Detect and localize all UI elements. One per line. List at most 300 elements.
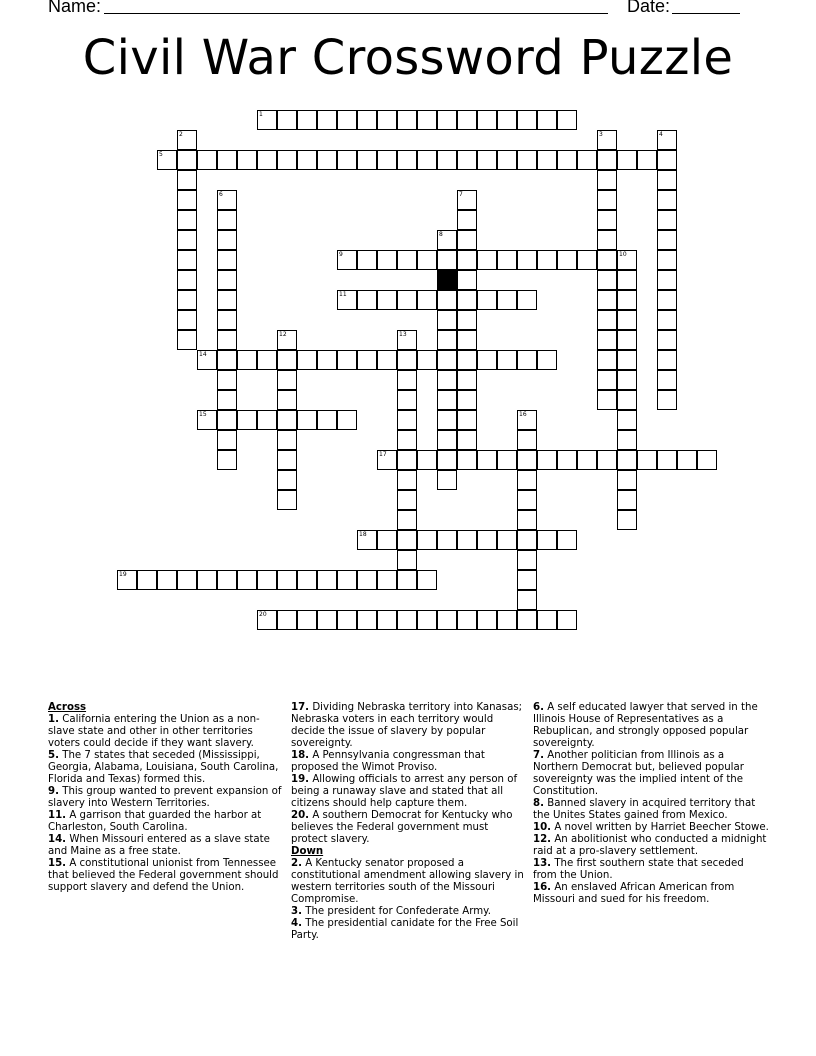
crossword-cell[interactable] (437, 470, 457, 490)
crossword-cell[interactable] (477, 250, 497, 270)
crossword-cell[interactable] (217, 230, 237, 250)
crossword-cell[interactable] (657, 150, 677, 170)
crossword-cell[interactable] (537, 530, 557, 550)
crossword-cell[interactable] (357, 530, 377, 550)
crossword-cell[interactable] (377, 290, 397, 310)
crossword-cell[interactable] (457, 270, 477, 290)
crossword-cell[interactable] (617, 250, 637, 270)
crossword-cell[interactable] (397, 570, 417, 590)
crossword-cell[interactable] (417, 290, 437, 310)
crossword-cell[interactable] (517, 550, 537, 570)
crossword-cell[interactable] (457, 410, 477, 430)
crossword-cell[interactable] (217, 290, 237, 310)
crossword-cell[interactable] (277, 430, 297, 450)
crossword-cell[interactable] (457, 150, 477, 170)
crossword-cell[interactable] (397, 470, 417, 490)
crossword-cell[interactable] (157, 570, 177, 590)
across-clue (291, 810, 527, 846)
crossword-cell[interactable] (197, 570, 217, 590)
crossword-cell[interactable] (317, 570, 337, 590)
crossword-cell[interactable] (637, 450, 657, 470)
crossword-cell[interactable] (517, 410, 537, 430)
crossword-cell[interactable] (657, 290, 677, 310)
crossword-cell[interactable] (497, 150, 517, 170)
crossword-cell[interactable] (217, 250, 237, 270)
crossword-cell[interactable] (657, 170, 677, 190)
down-clue (291, 906, 527, 918)
clue-number: 15 (199, 411, 207, 418)
crossword-cell[interactable] (517, 450, 537, 470)
crossword-cell[interactable] (217, 390, 237, 410)
crossword-cell[interactable] (337, 150, 357, 170)
crossword-cell[interactable] (317, 350, 337, 370)
crossword-cell[interactable] (577, 450, 597, 470)
crossword-cell[interactable] (397, 290, 417, 310)
crossword-cell[interactable] (437, 330, 457, 350)
crossword-cell[interactable] (177, 270, 197, 290)
crossword-cell[interactable] (597, 230, 617, 250)
crossword-cell[interactable] (397, 110, 417, 130)
crossword-cell[interactable] (137, 570, 157, 590)
crossword-cell[interactable] (177, 310, 197, 330)
crossword-cell[interactable] (457, 210, 477, 230)
crossword-cell[interactable] (597, 170, 617, 190)
crossword-cell[interactable] (457, 390, 477, 410)
crossword-cell[interactable] (517, 530, 537, 550)
clue-number: 9 (339, 251, 343, 258)
crossword-cell[interactable] (337, 570, 357, 590)
crossword-cell[interactable] (157, 150, 177, 170)
crossword-cell[interactable] (277, 490, 297, 510)
crossword-cell[interactable] (257, 570, 277, 590)
crossword-cell[interactable] (617, 150, 637, 170)
crossword-cell[interactable] (217, 270, 237, 290)
crossword-cell[interactable] (437, 610, 457, 630)
crossword-cell[interactable] (397, 510, 417, 530)
crossword-cell[interactable] (397, 410, 417, 430)
crossword-cell[interactable] (657, 310, 677, 330)
crossword-cell[interactable] (177, 190, 197, 210)
crossword-cell[interactable] (217, 210, 237, 230)
across-heading: Across (48, 702, 87, 713)
crossword-cell[interactable] (657, 270, 677, 290)
clue-number: 16. (533, 882, 552, 893)
crossword-cell[interactable] (217, 310, 237, 330)
across-clue (48, 834, 284, 858)
crossword-cell[interactable] (557, 110, 577, 130)
crossword-cell[interactable] (617, 310, 637, 330)
crossword-cell[interactable] (177, 250, 197, 270)
crossword-cell[interactable] (457, 250, 477, 270)
crossword-cell[interactable] (357, 290, 377, 310)
clue-text: A Pennsylvania congressman that proposed the Wimot Proviso. (291, 750, 485, 773)
crossword-cell[interactable] (617, 410, 637, 430)
clue-number: 14 (199, 351, 207, 358)
crossword-cell[interactable] (517, 150, 537, 170)
clue-number: 4 (659, 131, 663, 138)
crossword-cell[interactable] (237, 410, 257, 430)
clue-number: 1 (259, 111, 263, 118)
clue-column-1 (48, 702, 284, 894)
crossword-cell[interactable] (497, 530, 517, 550)
crossword-cell[interactable] (437, 290, 457, 310)
clue-number: 5 (159, 151, 163, 158)
crossword-cell[interactable] (457, 530, 477, 550)
crossword-cell[interactable] (437, 250, 457, 270)
crossword-cell[interactable] (457, 310, 477, 330)
crossword-cell[interactable] (277, 110, 297, 130)
crossword-cell[interactable] (257, 150, 277, 170)
crossword-cell[interactable] (277, 370, 297, 390)
crossword-cell[interactable] (497, 350, 517, 370)
crossword-cell[interactable] (377, 610, 397, 630)
crossword-cell[interactable] (217, 570, 237, 590)
crossword-cell[interactable] (337, 350, 357, 370)
clue-number: 3 (599, 131, 603, 138)
crossword-cell[interactable] (397, 150, 417, 170)
crossword-cell[interactable] (377, 530, 397, 550)
crossword-cell[interactable] (517, 250, 537, 270)
crossword-cell[interactable] (217, 370, 237, 390)
crossword-cell[interactable] (217, 450, 237, 470)
crossword-cell[interactable] (217, 350, 237, 370)
crossword-cell[interactable] (497, 450, 517, 470)
crossword-cell[interactable] (617, 510, 637, 530)
clue-number: 20. (291, 810, 310, 821)
crossword-cell[interactable] (517, 510, 537, 530)
crossword-cell[interactable] (597, 150, 617, 170)
crossword-cell[interactable] (557, 610, 577, 630)
crossword-cell[interactable] (597, 130, 617, 150)
crossword-cell[interactable] (297, 570, 317, 590)
crossword-cell[interactable] (177, 290, 197, 310)
crossword-cell[interactable] (177, 170, 197, 190)
crossword-cell[interactable] (497, 290, 517, 310)
crossword-cell[interactable] (417, 250, 437, 270)
clue-number: 4. (291, 918, 302, 929)
crossword-cell[interactable] (437, 150, 457, 170)
crossword-cell[interactable] (477, 150, 497, 170)
crossword-cell[interactable] (517, 490, 537, 510)
crossword-cell[interactable] (477, 350, 497, 370)
crossword-cell[interactable] (397, 610, 417, 630)
crossword-cell[interactable] (477, 610, 497, 630)
crossword-cell[interactable] (657, 370, 677, 390)
crossword-cell[interactable] (457, 330, 477, 350)
crossword-cell[interactable] (397, 350, 417, 370)
crossword-cell[interactable] (257, 410, 277, 430)
clue-number: 7. (533, 750, 544, 761)
crossword-cell[interactable] (177, 230, 197, 250)
crossword-cell[interactable] (437, 350, 457, 370)
crossword-cell[interactable] (357, 570, 377, 590)
crossword-cell[interactable] (337, 410, 357, 430)
crossword-cell[interactable] (297, 110, 317, 130)
crossword-cell[interactable] (417, 450, 437, 470)
crossword-cell[interactable] (557, 150, 577, 170)
clue-number: 12 (279, 331, 287, 338)
crossword-cell[interactable] (397, 450, 417, 470)
crossword-cell[interactable] (457, 370, 477, 390)
crossword-cell[interactable] (597, 190, 617, 210)
crossword-cell[interactable] (617, 290, 637, 310)
clue-number: 3. (291, 906, 302, 917)
crossword-cell[interactable] (277, 330, 297, 350)
across-clue (48, 786, 284, 810)
crossword-cell[interactable] (557, 250, 577, 270)
crossword-cell[interactable] (517, 290, 537, 310)
clue-number: 13 (399, 331, 407, 338)
down-heading: Down (291, 846, 324, 857)
crossword-cell[interactable] (277, 390, 297, 410)
crossword-cell[interactable] (477, 530, 497, 550)
crossword-cell[interactable] (277, 610, 297, 630)
crossword-cell[interactable] (597, 290, 617, 310)
crossword-cell[interactable] (597, 310, 617, 330)
clue-number: 19. (291, 774, 310, 785)
crossword-cell[interactable] (337, 250, 357, 270)
crossword-cell[interactable] (617, 390, 637, 410)
crossword-cell[interactable] (417, 150, 437, 170)
crossword-cell[interactable] (537, 150, 557, 170)
crossword-cell[interactable] (397, 430, 417, 450)
crossword-cell[interactable] (357, 610, 377, 630)
crossword-cell[interactable] (597, 390, 617, 410)
crossword-cell[interactable] (277, 450, 297, 470)
crossword-cell[interactable] (397, 390, 417, 410)
crossword-cell[interactable] (457, 290, 477, 310)
crossword-cell[interactable] (437, 410, 457, 430)
crossword-cell[interactable] (557, 530, 577, 550)
crossword-cell[interactable] (397, 530, 417, 550)
clue-number: 5. (48, 750, 59, 761)
crossword-cell[interactable] (317, 410, 337, 430)
crossword-cell[interactable] (297, 150, 317, 170)
crossword-cell[interactable] (357, 350, 377, 370)
crossword-cell[interactable] (617, 370, 637, 390)
crossword-cell[interactable] (517, 430, 537, 450)
crossword-cell[interactable] (377, 150, 397, 170)
crossword-cell[interactable] (257, 110, 277, 130)
crossword-cell[interactable] (517, 570, 537, 590)
crossword-cell[interactable] (437, 530, 457, 550)
crossword-cell[interactable] (357, 110, 377, 130)
crossword-cell[interactable] (417, 530, 437, 550)
crossword-cell[interactable] (377, 350, 397, 370)
clue-number: 10 (619, 251, 627, 258)
crossword-cell[interactable] (177, 130, 197, 150)
crossword-cell[interactable] (337, 110, 357, 130)
crossword-cell[interactable] (617, 330, 637, 350)
crossword-cell[interactable] (417, 110, 437, 130)
crossword-cell[interactable] (657, 390, 677, 410)
clue-number: 16 (519, 411, 527, 418)
crossword-cell[interactable] (297, 350, 317, 370)
crossword-cell[interactable] (357, 150, 377, 170)
crossword-cell[interactable] (317, 610, 337, 630)
clue-text: Allowing officials to arrest any person of being a runaway slave and stated that all citizens should help capture them. (291, 774, 518, 809)
crossword-cell[interactable] (597, 210, 617, 230)
clue-number: 19 (119, 571, 127, 578)
crossword-cell[interactable] (657, 210, 677, 230)
crossword-cell[interactable] (537, 610, 557, 630)
crossword-cell[interactable] (457, 230, 477, 250)
crossword-cell[interactable] (317, 150, 337, 170)
clue-text: A self educated lawyer that served in the Illinois House of Representatives as a Rebuplican, and strongly opposed popular sovereignty. (533, 702, 758, 749)
crossword-cell[interactable] (617, 450, 637, 470)
crossword-cell[interactable] (337, 610, 357, 630)
crossword-cell[interactable] (317, 110, 337, 130)
crossword-cell[interactable] (597, 370, 617, 390)
down-clue (291, 918, 527, 942)
crossword-cell[interactable] (657, 130, 677, 150)
crossword-cell[interactable] (597, 250, 617, 270)
page-title: Civil War Crossword Puzzle (82, 30, 734, 86)
crossword-cell[interactable] (597, 350, 617, 370)
crossword-cell[interactable] (477, 450, 497, 470)
crossword-cell[interactable] (197, 150, 217, 170)
crossword-cell[interactable] (637, 150, 657, 170)
crossword-cell[interactable] (457, 610, 477, 630)
crossword-cell[interactable] (617, 470, 637, 490)
crossword-cell[interactable] (417, 570, 437, 590)
crossword-cell[interactable] (697, 450, 717, 470)
crossword-cell[interactable] (437, 230, 457, 250)
crossword-cell[interactable] (417, 350, 437, 370)
crossword-cell[interactable] (177, 210, 197, 230)
crossword-cell[interactable] (597, 270, 617, 290)
down-clue (533, 882, 769, 906)
crossword-cell[interactable] (437, 430, 457, 450)
crossword-cell[interactable] (437, 310, 457, 330)
crossword-cell[interactable] (177, 330, 197, 350)
crossword-cell[interactable] (257, 610, 277, 630)
crossword-cell[interactable] (217, 190, 237, 210)
crossword-cell[interactable] (457, 430, 477, 450)
crossword-cell[interactable] (357, 250, 377, 270)
crossword-cell[interactable] (277, 350, 297, 370)
crossword-cell[interactable] (217, 430, 237, 450)
crossword-cell[interactable] (537, 110, 557, 130)
clue-text: A Kentucky senator proposed a constitutional amendment allowing slavery in western territories south of the Missouri Compromise. (291, 858, 524, 905)
crossword-cell[interactable] (277, 150, 297, 170)
crossword-cell[interactable] (517, 470, 537, 490)
crossword-cell[interactable] (617, 430, 637, 450)
crossword-cell[interactable] (397, 370, 417, 390)
crossword-cell[interactable] (377, 450, 397, 470)
across-clue (48, 858, 284, 894)
across-clue (48, 750, 284, 786)
crossword-cell[interactable] (237, 570, 257, 590)
crossword-cell[interactable] (657, 450, 677, 470)
crossword-cell[interactable] (177, 570, 197, 590)
crossword-cell[interactable] (117, 570, 137, 590)
crossword-cell[interactable] (597, 330, 617, 350)
crossword-cell[interactable] (497, 250, 517, 270)
clue-text: The 7 states that seceded (Mississippi, Georgia, Alabama, Louisiana, South Carolina, Florida and Texas) formed this. (48, 750, 279, 785)
crossword-cell[interactable] (657, 250, 677, 270)
crossword-cell[interactable] (497, 110, 517, 130)
crossword-cell[interactable] (557, 450, 577, 470)
crossword-cell[interactable] (517, 110, 537, 130)
crossword-cell[interactable] (577, 150, 597, 170)
clue-number: 10. (533, 822, 552, 833)
crossword-cell[interactable] (517, 590, 537, 610)
crossword-cell[interactable] (217, 410, 237, 430)
crossword-cell[interactable] (237, 350, 257, 370)
crossword-cell[interactable] (657, 350, 677, 370)
clue-number: 2. (291, 858, 302, 869)
crossword-cell[interactable] (457, 110, 477, 130)
crossword-cell[interactable] (437, 370, 457, 390)
clue-text: A garrison that guarded the harbor at Charleston, South Carolina. (48, 810, 262, 833)
crossword-cell[interactable] (397, 550, 417, 570)
crossword-cell[interactable] (517, 610, 537, 630)
crossword-cell[interactable] (657, 330, 677, 350)
crossword-cell[interactable] (437, 390, 457, 410)
crossword-cell[interactable] (537, 250, 557, 270)
crossword-cell[interactable] (657, 190, 677, 210)
clue-text: Another politician from Illinois as a Northern Democrat but, believed popular sovereignty was the implied intent of the Constitution. (533, 750, 744, 797)
crossword-cell[interactable] (457, 190, 477, 210)
clue-number: 6. (533, 702, 544, 713)
crossword-cell[interactable] (297, 610, 317, 630)
crossword-cell[interactable] (277, 570, 297, 590)
crossword-cell[interactable] (537, 450, 557, 470)
crossword-cell[interactable] (497, 610, 517, 630)
crossword-cell[interactable] (197, 350, 217, 370)
crossword-cell[interactable] (337, 290, 357, 310)
crossword-cell[interactable] (177, 150, 197, 170)
crossword-cell[interactable] (217, 150, 237, 170)
crossword-cell[interactable] (277, 410, 297, 430)
crossword-cell[interactable] (377, 570, 397, 590)
crossword-cell[interactable] (217, 330, 237, 350)
crossword-cell[interactable] (517, 350, 537, 370)
crossword-cell[interactable] (377, 250, 397, 270)
crossword-cell[interactable] (197, 410, 217, 430)
crossword-cell[interactable] (397, 330, 417, 350)
crossword-cell[interactable] (417, 610, 437, 630)
crossword-cell[interactable] (617, 350, 637, 370)
crossword-cell[interactable] (677, 450, 697, 470)
crossword-cell[interactable] (477, 290, 497, 310)
clue-column-3 (533, 702, 769, 906)
crossword-cell[interactable] (277, 470, 297, 490)
crossword-cell[interactable] (617, 490, 637, 510)
crossword-cell[interactable] (477, 110, 497, 130)
crossword-cell[interactable] (597, 450, 617, 470)
crossword-cell[interactable] (377, 110, 397, 130)
crossword-cell[interactable] (257, 350, 277, 370)
crossword-cell[interactable] (397, 490, 417, 510)
crossword-cell[interactable] (237, 150, 257, 170)
down-clue (533, 822, 769, 834)
crossword-cell[interactable] (397, 250, 417, 270)
clue-text: Banned slavery in acquired territory that the Unites States gained from Mexico. (533, 798, 756, 821)
across-clue (291, 702, 527, 750)
crossword-cell[interactable] (617, 270, 637, 290)
crossword-cell[interactable] (437, 110, 457, 130)
crossword-cell[interactable] (657, 230, 677, 250)
crossword-cell[interactable] (457, 350, 477, 370)
crossword-cell[interactable] (297, 410, 317, 430)
crossword-cell[interactable] (537, 350, 557, 370)
crossword-cell[interactable] (437, 450, 457, 470)
crossword-cell[interactable] (577, 250, 597, 270)
clue-text: A southern Democrat for Kentucky who believes the Federal government must protect slavery. (291, 810, 513, 845)
crossword-cell[interactable] (457, 450, 477, 470)
